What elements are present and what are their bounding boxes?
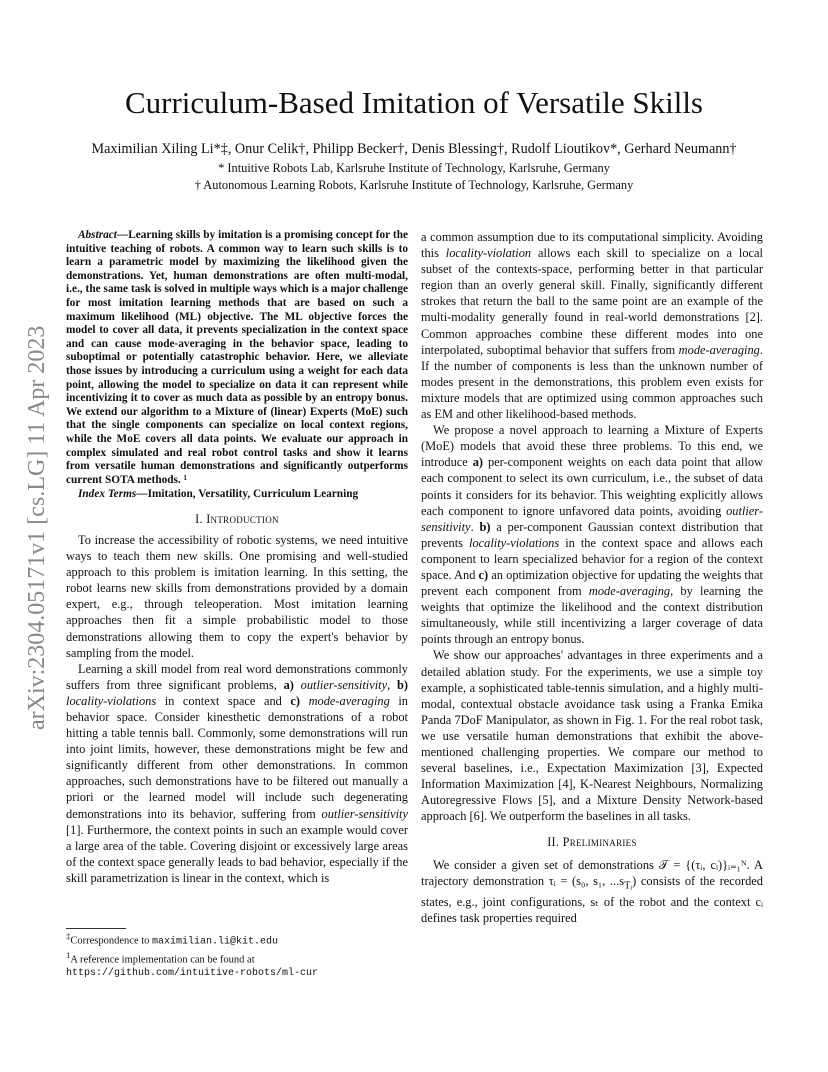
footnote-rule <box>66 928 126 929</box>
list-marker: c) <box>478 567 489 582</box>
term-emphasis: mode-averaging <box>588 584 671 599</box>
text-span: We consider a given set of demonstrations 𝒯 = {(τᵢ, cᵢ)}ᵢ₌₁ᴺ. A trajectory demonstration τᵢ = (s₀, s₁, ...s <box>421 857 763 888</box>
text-span: an optimization objective for updating the weights that prevent each component from <box>421 567 763 599</box>
repository-link[interactable]: https://github.com/intuitive-robots/ml-cur <box>66 968 319 979</box>
text-span: in the context space and allows each component to learn specialized behavior for a region of the context space. And <box>421 535 763 582</box>
section-heading-introduction: I. Introduction <box>195 511 279 526</box>
text-span: ) consists of the recorded states, e.g., joint configurations, sₜ of the robot and the context cᵢ defines task properties required <box>421 873 763 926</box>
text-span: . If the number of components is less than the unknown number of modes present in the demonstrations, this problem even exists for mixture models that are optimized using common approaches such as EM and other likelihood-based methods. <box>421 342 763 422</box>
term-emphasis: locality-violations <box>66 693 157 708</box>
affiliation-1: * Intuitive Robots Lab, Karlsruhe Institute of Technology, Karlsruhe, Germany <box>218 161 610 175</box>
list-marker: a) <box>472 455 484 470</box>
text-span: , by learning the weights that optimize the likelihood and the context distribution simultaneously, while still incentivizing a larger coverage of data points through an entropy bonus. <box>421 584 763 647</box>
math-subscript: Tᵢ <box>624 880 633 892</box>
right-paragraph-1 <box>421 229 763 422</box>
index-terms-label: Index Terms <box>78 488 137 501</box>
index-terms <box>66 488 408 502</box>
text-span: Learning a skill model from real word demonstrations commonly suffers from three significant problems, <box>66 661 408 692</box>
author-list: Maximilian Xiling Li*‡, Onur Celik†, Philipp Becker†, Denis Blessing†, Rudolf Lioutikov*, Gerhard Neumann† <box>91 141 737 157</box>
footnote-correspondence <box>66 930 408 949</box>
list-marker: b) <box>396 677 408 692</box>
footnote-mark: ‡ <box>66 931 71 941</box>
list-marker: b) <box>479 519 491 534</box>
text-span: [1]. Furthermore, the context points in such an example would cover a large area of the table. Covering disjoint or excessively large areas of the context space generally leads to bad behavior, especially if the skill parametrization is linear in the context, which is <box>66 822 408 885</box>
intro-paragraph-2 <box>66 661 408 886</box>
footnote-text: A reference implementation can be found at <box>70 954 255 965</box>
text-span: in behavior space. Consider kinesthetic demonstrations of a robot hitting a table tennis ball. Commonly, some demonstrations will run into joint limits, however, these demonstrations might be few and significantly different from other demonstrations. In common approaches, such demonstrations have to be filtered out manually a priori or the learned model will include such degenerating demonstrations into its behavior, suffering from <box>66 693 408 821</box>
text-span: . <box>470 519 480 534</box>
footnotes <box>66 930 408 980</box>
arxiv-identifier: arXiv:2304.05171v1 [cs.LG] 11 Apr 2023 <box>24 325 50 730</box>
right-paragraph-2 <box>421 422 763 647</box>
text-span: a common assumption due to its computational simplicity. Avoiding this <box>421 230 763 261</box>
right-column <box>421 229 763 926</box>
affiliation-2: † Autonomous Learning Robots, Karlsruhe Institute of Technology, Karlsruhe, Germany <box>194 178 634 192</box>
abstract-text: —Learning skills by imitation is a promising concept for the intuitive teaching of robots. A common way to learn such skills is to learn a parametric model by maximizing the likelihood given the demonstrations. Yet, human demonstrations are often multi-modal, i.e., the same task is solved in multiple ways which is a major challenge for most imitation learning methods that are based on such a maximum likelihood (ML) objective. The ML objective forces the model to cover all data, it prevents specialization in the context space and can cause mode-averaging in the behavior space, leading to suboptimal or potentially catastrophic behavior. Here, we alleviate those issues by introducing a curriculum using a weight for each data point, allowing the model to specialize on data it can represent while incentivizing it to cover as much data as possible by an entropy bonus. We extend our algorithm to a Mixture of (linear) Experts (MoE) such that the single components can specialize on local context regions, while the MoE covers all data points. We evaluate our approach in complex simulated and real robot control tasks and show it learns from versatile human demonstrations and significantly outperforms current SOTA methods. ¹ <box>66 229 408 486</box>
index-terms-text: —Imitation, Versatility, Curriculum Learning <box>136 488 359 501</box>
intro-paragraph-1: To increase the accessibility of robotic systems, we need intuitive ways to teach them new skills. One promising and well-studied approach to this problem is imitation learning. In this setting, the robot learns new skills from demonstrations provided by a domain expert, e.g., through teleoperation. Most imitation learning approaches then fit a simple probabilistic model to those demonstrations allowing them to copy the expert's behavior by sampling from the model. <box>66 532 408 660</box>
term-emphasis: outlier-sensitivity <box>321 806 408 821</box>
footnote-url-line <box>66 966 408 980</box>
term-emphasis: outlier-sensitivity <box>300 677 388 692</box>
term-emphasis: outlier-sensitivity <box>421 503 763 534</box>
right-paragraph-3: We show our approaches' advantages in three experiments and a detailed ablation study. For the experiments, we use a simple toy example, a sophisticated table-tennis simulation, and a highly multi-modal, contextual obstacle avoidance task using a Franka Emika Panda 7DoF Manipulator, as shown in Fig. 1. For the real robot task, we use versatile human demonstrations that exhibit the above-mentioned challenging properties. We compare our method to several baselines, i.e., Expectation Maximization [3], Expected Information Maximization [4], K-Nearest Neighbours, Normalizing Autoregressive Flows [5], and a Mixture Density Network-based approach [6]. We outperform the baselines in all tasks. <box>421 648 763 824</box>
abstract-label: Abstract <box>78 229 117 241</box>
text-span: allows each skill to specialize on a local subset of the contexts-space, performing better in that particular region than an overly general skill. Finally, significantly different strokes that return the ball to the same point are an example of the multi-modality generally found in real-world demonstrations [2]. Common approaches combine these different modes into one interpolated, suboptimal behavior that suffers from <box>421 246 763 357</box>
footnote-mark: 1 <box>66 949 71 960</box>
footnote-implementation <box>66 949 408 967</box>
email-link[interactable]: maximilian.li@kit.edu <box>152 936 279 948</box>
footnote-text: Correspondence to <box>70 935 153 947</box>
text-span: in context space and <box>156 693 291 708</box>
preliminaries-paragraph-1 <box>421 857 763 927</box>
list-marker: c) <box>290 693 301 708</box>
text-span: per-component weights on each data point that allow each component to select its own curriculum, i.e., the subset of data points it considers for its behavior. This weighting explicitly allows each component to ignore unfavored data points, avoiding <box>421 455 763 518</box>
term-emphasis: mode-averaging <box>678 342 760 357</box>
text-span: a per-component Gaussian context distribution that prevents <box>421 519 763 550</box>
paper-title: Curriculum-Based Imitation of Versatile Skills <box>124 85 703 120</box>
section-heading-preliminaries: II. Preliminaries <box>547 835 637 850</box>
list-marker: a) <box>283 677 294 692</box>
term-emphasis: mode-averaging <box>308 693 390 708</box>
term-emphasis: locality-violation <box>445 246 532 261</box>
text-span: We propose a novel approach to learning a Mixture of Experts (MoE) models that avoid these three problems. To this end, we introduce <box>421 423 763 470</box>
text-span: , <box>387 677 397 692</box>
term-emphasis: locality-violations <box>469 535 560 550</box>
abstract <box>66 229 408 487</box>
left-column <box>66 229 408 886</box>
